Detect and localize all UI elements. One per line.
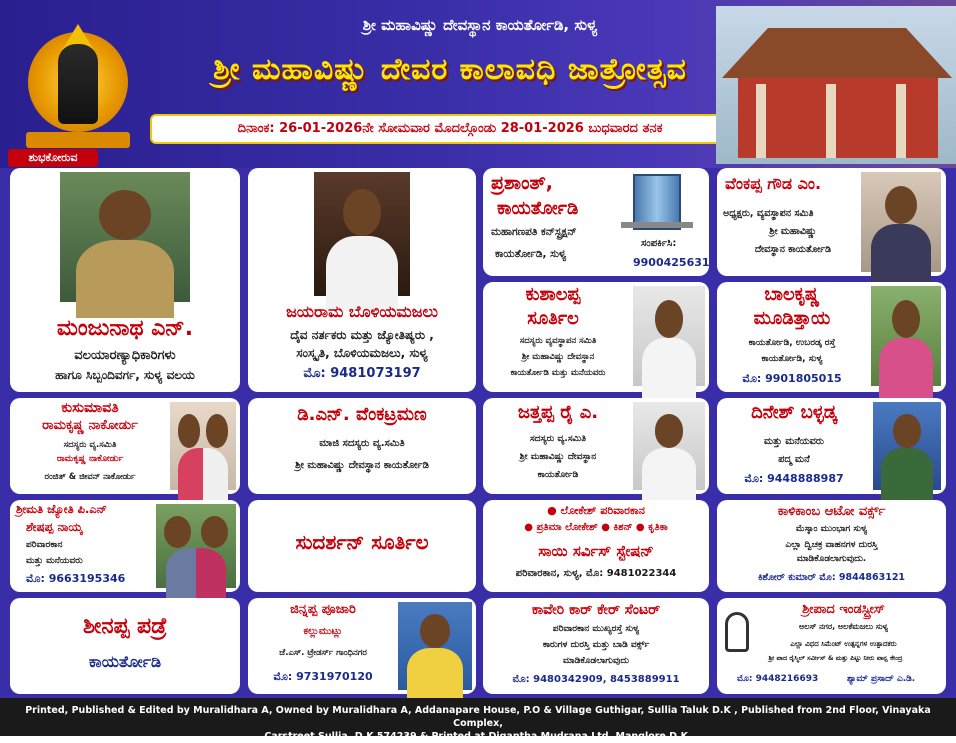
jathappa-line1: ಸದಸ್ಯರು ವ್ಯ.ಸಮಿತಿ	[530, 434, 586, 444]
kushalappa-line3: ಕಾಯರ್ತೋಡಿ ಮತ್ತು ಮನೆಯವರು	[510, 368, 606, 378]
sai-line1: ● ಲೋಕೇಶ್ ಪರಿವಾರಕಾನ	[547, 504, 645, 517]
name-dinesh: ದಿನೇಶ್ ಬಳ್ಳಡ್ಕ	[751, 402, 837, 423]
sheenappa-place: ಕಾಯರ್ತೋಡಿ	[88, 652, 162, 671]
kaveri-line2: ಕಾರುಗಳ ದುರಸ್ತಿ ಮತ್ತು ಬಾಡಿ ವರ್ಕ್ಸ್	[542, 640, 650, 650]
name-dn-venkataramana: ಡಿ.ಎನ್. ವೆಂಕಟ್ರಮಣ	[297, 404, 427, 425]
festival-title: ಶ್ರೀ ಮಹಾವಿಷ್ಣು ದೇವರ ಕಾಲಾವಧಿ ಜಾತ್ರೋತ್ಸವ	[213, 52, 687, 87]
jayarama-line2: ಸಂಸ್ಕೃತಿ, ಬೊಳಿಯಮಜಲು, ಸುಳ್ಯ	[296, 346, 428, 360]
jinnappa-phone: ಮೊ: 9731970120	[273, 670, 373, 683]
manjunath-line1: ವಲಯಾರಣ್ಯಾಧಿಕಾರಿಗಳು	[74, 348, 176, 363]
kusumavathi-name1: ಕುಸುಮಾವತಿ	[61, 400, 119, 416]
footer-line1: Printed, Published & Edited by Muralidhara A, Owned by Muralidhara A, Addanapare House, P.O & Village Guthigar, Sullia Taluk D.K , Published from 2nd Floor, Vinayaka Complex,	[25, 705, 931, 729]
venkappa-line2: ಶ್ರೀ ಮಹಾವಿಷ್ಣು	[769, 226, 817, 237]
name-sudarshan: ಸುದರ್ಶನ್ ಸೂರ್ತಿಲ	[295, 530, 429, 554]
sai-service-name: ಸಾಯಿ ಸರ್ವಿಸ್ ಸ್ಟೇಷನ್	[538, 542, 654, 560]
kaveri-line1: ಪರಿವಾರಕಾನ ಮುಖ್ಯರಸ್ತೆ ಸುಳ್ಯ	[552, 624, 640, 634]
dinesh-line1: ಮತ್ತು ಮನೆಯವರು	[764, 436, 824, 447]
ad-header	[0, 0, 956, 168]
card-manjunath	[10, 168, 240, 392]
card-dinesh	[717, 398, 946, 494]
balakrishna-phone: ಮೊ: 9901805015	[742, 372, 842, 385]
dn-venkataramana-line2: ಶ್ರೀ ಮಹಾವಿಷ್ಣು ದೇವಸ್ಥಾನ ಕಾಯರ್ತೋಡಿ	[295, 460, 429, 471]
name-manjunath: ಮಂಜುನಾಥ ಎನ್.	[56, 316, 194, 341]
card-sudarshan	[248, 500, 476, 592]
photo-kusumavathi	[170, 402, 236, 490]
card-venkappa	[717, 168, 946, 276]
kusumavathi-line2: ರಾಮಕೃಷ್ಣ ನಾಕೋರ್ಡು	[56, 454, 124, 464]
balakrishna-line1: ಕಾಯರ್ತೋಡಿ, ಉಬರಡ್ಕ ರಸ್ತೆ	[748, 338, 836, 348]
kushalappa-line1: ಸದಸ್ಯರು ವ್ಯವಸ್ಥಾಪನ ಸಮಿತಿ	[519, 336, 597, 346]
shreepada-line3: ಶ್ರೀ ಪಾದ ರೈಸ್ಮಿಲ್ ಸರ್ವೀಸ್ & ಮತ್ತು ಪಿಟ್ಟು ನೀರು ಪಾನ್ಷ ಕೇಂದ್ರ	[768, 654, 903, 662]
jayarama-phone: ಮೊ: 9481073197	[303, 366, 421, 381]
kaveri-line3: ಮಾಡಿಕೊಡಲಾಗುವುದು	[562, 656, 630, 666]
photo-dinesh	[873, 402, 941, 490]
card-dn-venkataramana	[248, 398, 476, 494]
temple-photo	[716, 6, 956, 164]
kushalappa-name1: ಕುಶಾಲಪ್ಪ	[525, 284, 581, 305]
card-jyothi	[10, 500, 240, 592]
photo-jathappa	[633, 402, 705, 490]
card-balakrishna	[717, 282, 946, 392]
jyothi-name1: ಶ್ರೀಮತಿ ಜ್ಯೋತಿ ಪಿ.ಎನ್	[16, 502, 107, 516]
venkappa-line1: ಅಧ್ಯಕ್ಷರು, ವ್ಯವಸ್ಥಾಪನ ಸಮಿತಿ	[723, 208, 814, 219]
balakrishna-name1: ಬಾಲಕೃಷ್ಣ	[764, 284, 820, 305]
deity-image	[18, 14, 138, 152]
card-shreepada	[717, 598, 946, 694]
shreepada-owner: ಶ್ಯಾಮ್ ಪ್ರಸಾದ್ ಎ.ಡಿ.	[847, 674, 916, 684]
kalikamba-name: ಕಾಳಿಕಾಂಬ ಆಟೋ ವರ್ಕ್ಸ್	[777, 504, 886, 519]
sai-line2: ● ಪ್ರತಿಮಾ ಲೋಕೇಶ್ ● ಕಿಶನ್ ● ಕೃತಿಕಾ	[524, 522, 668, 533]
card-kalikamba	[717, 500, 946, 592]
jathappa-line2: ಶ್ರೀ ಮಹಾವಿಷ್ಣು ದೇವಸ್ಥಾನ	[519, 452, 597, 462]
balakrishna-line2: ಕಾಯರ್ತೋಡಿ, ಸುಳ್ಯ	[761, 354, 823, 364]
photo-jayarama	[314, 172, 410, 296]
kaveri-phone: ಮೊ: 9480342909, 8453889911	[512, 674, 680, 685]
name-jathappa: ಜತ್ತಪ್ಪ ರೈ ಎ.	[517, 402, 599, 423]
jathappa-line3: ಕಾಯರ್ತೋಡಿ	[537, 470, 579, 480]
jinnappa-line1: ಕಲ್ಲುಮುಟ್ಲು	[303, 626, 343, 637]
jayarama-line1: ದೈವ ನರ್ತಕರು ಮತ್ತು ಜ್ಯೋತಿಷ್ಯರು ,	[290, 328, 434, 342]
greetings-badge: ಶುಭಕೋರುವ	[8, 149, 98, 167]
name-jayarama: ಜಯರಾಮ ಬೊಳಿಯಮಜಲು	[286, 302, 438, 321]
kaveri-name: ಕಾವೇರಿ ಕಾರ್ ಕೇರ್ ಸೆಂಟರ್	[531, 602, 661, 618]
prashanth-line1: ಮಹಾಗಣಪತಿ ಕನ್‌ಸ್ಟ್ರಕ್ಷನ್	[491, 226, 577, 238]
photo-venkappa	[861, 172, 941, 272]
jyothi-name2: ಶೇಷಪ್ಪ ನಾಯ್ಕ	[26, 520, 83, 534]
manjunath-line2: ಹಾಗೂ ಸಿಬ್ಬಂದಿವರ್ಗ, ಸುಳ್ಯ ವಲಯ	[55, 368, 195, 382]
shreepada-line2: ಎಲ್ಲಾ ವಿಧದ ಸಿಮೆಂಟ್ ಉತ್ಪನ್ನಗಳ ಉತ್ಪಾದಕರು	[790, 640, 897, 648]
photo-jyothi	[156, 504, 236, 588]
prashanth-place: ಕಾಯರ್ತೋಡಿ	[497, 198, 579, 219]
balakrishna-name2: ಮೂಡಿತ್ತಾಯ	[753, 308, 831, 329]
jinnappa-line2: ಜೆ.ಎಸ್. ಟ್ರೇಡರ್ಸ್ ಗಾಂಧಿನಗರ	[279, 648, 367, 658]
card-kusumavathi	[10, 398, 240, 494]
card-jayarama	[248, 168, 476, 392]
card-kushalappa	[483, 282, 709, 392]
kushalappa-line2: ಶ್ರೀ ಮಹಾವಿಷ್ಣು ದೇವಸ್ಥಾನ	[521, 352, 595, 362]
card-prashanth	[483, 168, 709, 276]
greetings-grid	[0, 168, 956, 698]
jyothi-line2: ಮತ್ತು ಮನೆಯವರು	[26, 556, 83, 566]
photo-balakrishna	[871, 286, 941, 386]
footer-line2: Carstreet Sullia, D.K 574239 & Printed at Digantha Mudrana Ltd, Manglore D.K.	[264, 731, 692, 742]
kushalappa-name2: ಸೂರ್ತಿಲ	[527, 308, 579, 329]
name-venkappa: ವೆಂಕಪ್ಪ ಗೌಡ ಎಂ.	[725, 174, 822, 193]
dinesh-line2: ಪದ್ಮ ಮನೆ	[778, 454, 810, 465]
kalikamba-line4: ಕಿಶೋರ್ ಕುಮಾರ್ ಮೊ: 9844863121	[757, 572, 906, 583]
prashanth-phone: 9900425631	[633, 256, 710, 269]
sai-line3: ಪರಿವಾರಕಾನ, ಸುಳ್ಯ, ಮೊ: 9481022344	[515, 568, 677, 579]
prashanth-line2: ಕಾಯರ್ತೋಡಿ, ಸುಳ್ಯ	[495, 248, 567, 260]
shreepada-phone: ಮೊ: 9448216693	[737, 674, 819, 684]
card-sai-service	[483, 500, 709, 592]
print-imprint-footer	[0, 698, 956, 742]
venkappa-line3: ದೇವಸ್ಥಾನ ಕಾಯರ್ತೋಡಿ	[754, 244, 832, 255]
jyothi-phone: ಮೊ: 9663195346	[26, 572, 126, 585]
kusumavathi-line3: ರಂಜಿತ್ & ಜೀವನ್ ನಾಕೋರ್ಡು	[44, 472, 136, 482]
shreepada-line1: ಅಲಸ್ ನಗರ, ಅಲಕೆಮಜಲು ಸುಳ್ಯ	[798, 622, 889, 631]
temple-location-line: ಶ್ರೀ ಮಹಾವಿಷ್ಣು ದೇವಸ್ಥಾನ ಕಾಯರ್ತೋಡಿ, ಸುಳ್ಯ	[362, 16, 598, 34]
kalikamba-line2: ಎಲ್ಲಾ ದ್ವಿಚಕ್ರ ವಾಹನಗಳ ದುರಸ್ತಿ	[785, 540, 878, 550]
kusumavathi-line1: ಸದಸ್ಯರು ವ್ಯ.ಸಮಿತಿ	[63, 440, 117, 450]
name-sheenappa: ಶೀನಪ್ಪ ಪಡ್ರೆ	[82, 614, 168, 639]
festival-date-bar: ದಿನಾಂಕ: 26-01-2026ನೇ ಸೋಮವಾರ ಮೊದಲ್ಗೊಂಡು 28-01-2026 ಬುಧವಾರದ ತನಕ	[150, 114, 750, 144]
name-jinnappa: ಜಿನ್ನಪ್ಪ ಪೂಜಾರಿ	[290, 602, 356, 617]
kalikamba-line1: ಮೆಸ್ಕಾಂ ಮುಂಭಾಗ ಸುಳ್ಯ	[795, 524, 868, 534]
building-base-icon	[621, 222, 693, 228]
kalikamba-line3: ಮಾಡಿಕೊಡಲಾಗುವುದು.	[796, 554, 867, 564]
jyothi-line1: ಪರಿವಾರಕಾನ	[26, 540, 63, 550]
card-sheenappa	[10, 598, 240, 694]
photo-kushalappa	[633, 286, 705, 386]
photo-manjunath	[60, 172, 190, 302]
card-jinnappa	[248, 598, 476, 694]
card-jathappa	[483, 398, 709, 494]
card-kaveri	[483, 598, 709, 694]
name-prashanth: ಪ್ರಶಾಂತ್,	[491, 172, 553, 194]
dn-venkataramana-line1: ಮಾಜಿ ಸದಸ್ಯರು ವ್ಯ.ಸಮಿತಿ	[319, 438, 405, 449]
shreepada-name: ಶ್ರೀಪಾದ ಇಂಡಸ್ಟ್ರೀಸ್	[802, 602, 885, 617]
dinesh-phone: ಮೊ: 9448888987	[744, 472, 844, 485]
kusumavathi-name2: ರಾಮಕೃಷ್ಣ ನಾಕೋರ್ಡು	[42, 418, 138, 433]
prashanth-contact-label: ಸಂಪರ್ಕಿಸಿ:	[641, 238, 677, 249]
photo-jinnappa	[398, 602, 472, 690]
